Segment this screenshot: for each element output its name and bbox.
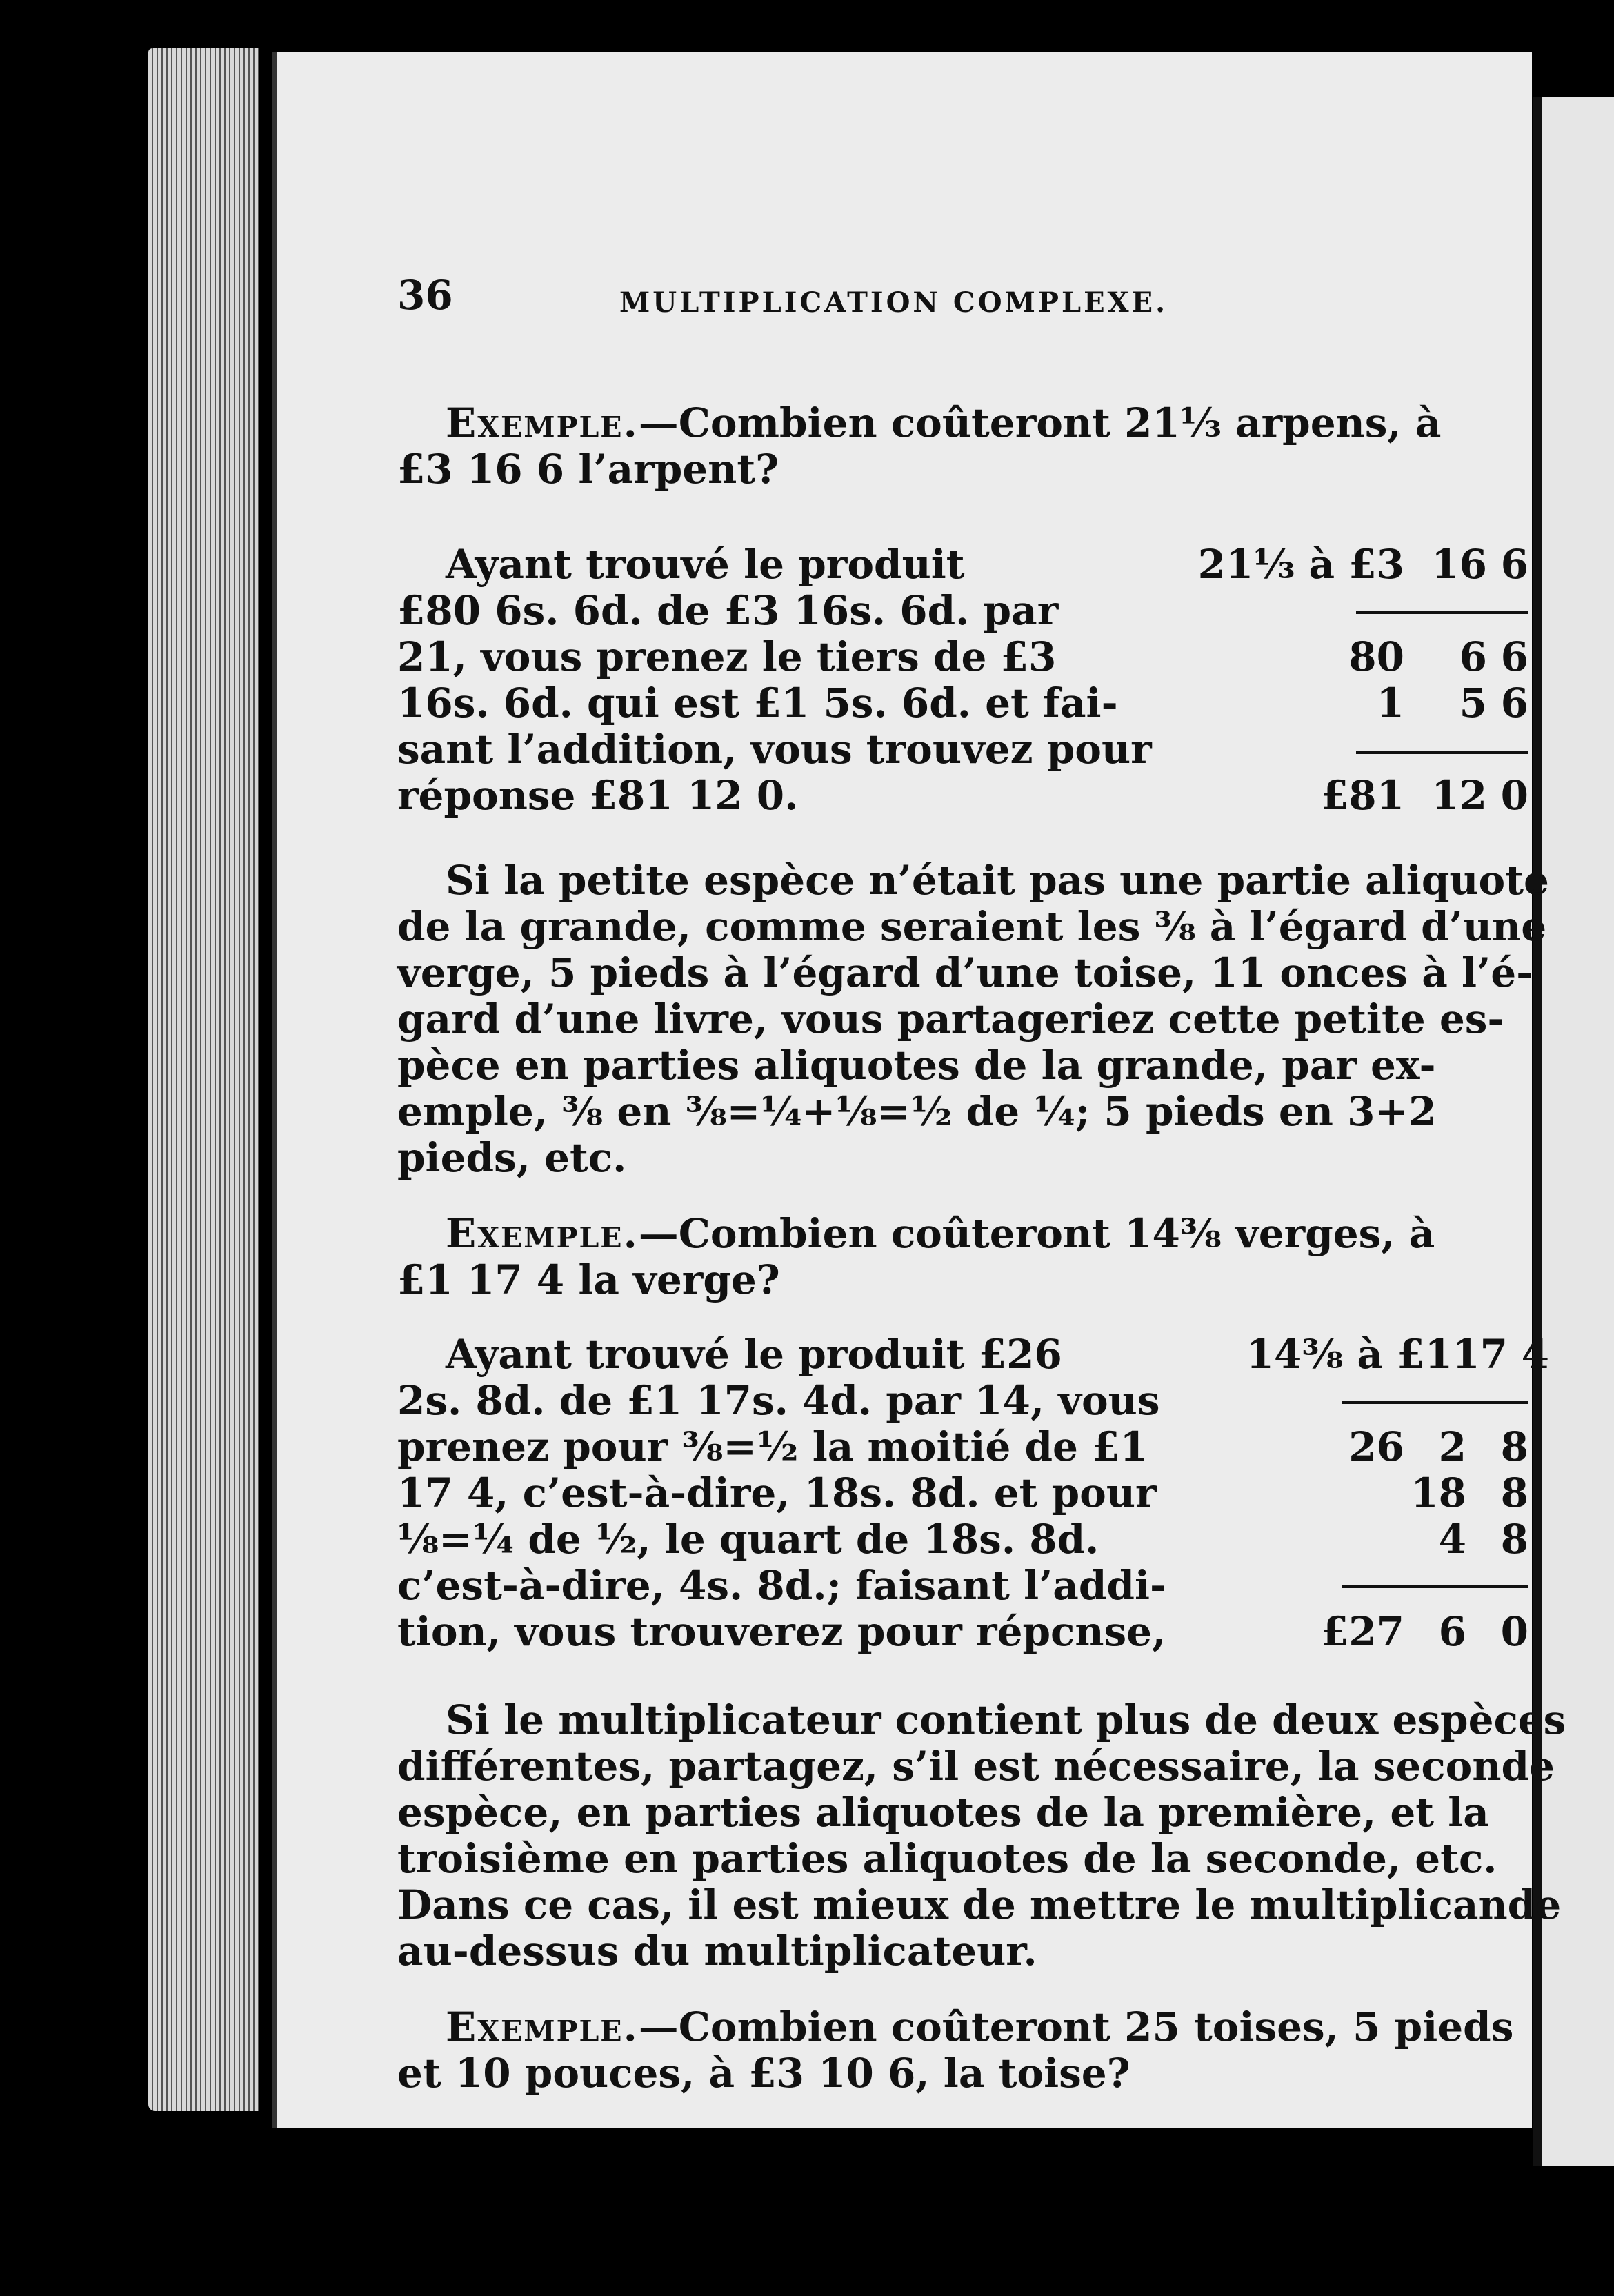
calc-cell: 17 — [1452, 1331, 1508, 1378]
paragraph-line: troisième en parties aliquotes de la seconde, etc. — [397, 1835, 1497, 1882]
example2-text-line: c’est-à-dire, 4s. 8d.; faisant l’addi- — [397, 1562, 1167, 1609]
calc-cell: 0 — [1500, 1608, 1528, 1655]
book-page-edges — [148, 48, 259, 2111]
example1-calculation — [1087, 542, 1528, 831]
example1-text-line: sant l’addition, vous trouvez pour — [397, 726, 1152, 773]
paragraph-aliquote — [397, 858, 1556, 1181]
calc-cell: £81 — [1320, 772, 1404, 819]
example1-question-line1: —Combien coûteront 21⅓ arpens, à — [638, 399, 1442, 446]
paragraph-line: de la grande, comme seraient les ⅜ à l’égard d’une — [397, 903, 1547, 950]
example2-text-line: ⅛=¼ de ½, le quart de 18s. 8d. — [397, 1516, 1099, 1563]
calc-cell: 12 — [1431, 772, 1487, 819]
paragraph-line: espèce, en parties aliquotes de la première, et la — [397, 1789, 1489, 1836]
example1-label: Exemple. — [446, 399, 639, 446]
calc-cell: 6 — [1500, 633, 1528, 680]
calc-cell: 14⅜ à £1 — [1246, 1331, 1453, 1378]
calc-cell: 6 — [1459, 633, 1487, 680]
example2-text — [397, 1331, 1167, 1655]
paragraph-multiplicateur — [397, 1696, 1566, 1975]
calc-cell: 18 — [1411, 1469, 1466, 1516]
page-header — [397, 273, 1363, 321]
example2-question-line2: £1 17 4 la verge? — [397, 1256, 780, 1303]
example1-text-line: 16s. 6d. qui est £1 5s. 6d. et fai- — [397, 680, 1118, 726]
paragraph-line: au-dessus du multiplicateur. — [397, 1928, 1037, 1975]
example1-text-line: réponse £81 12 0. — [397, 772, 799, 819]
calc-cell: 0 — [1500, 772, 1528, 819]
calc-row — [1087, 634, 1528, 680]
calc-cell: 6 — [1500, 541, 1528, 588]
example1-text-line: Ayant trouvé le produit — [446, 541, 965, 588]
example3-question-line1: —Combien coûteront 25 toises, 5 pieds — [638, 2003, 1514, 2050]
paragraph-line: pèce en parties aliquotes de la grande, par ex- — [397, 1042, 1436, 1089]
calc-cell: 2 — [1438, 1423, 1466, 1470]
example2-text-line: Ayant trouvé le produit £26 — [446, 1331, 1062, 1378]
calc-rule — [1356, 751, 1528, 754]
example2-text-line: 17 4, c’est-à-dire, 18s. 8d. et pour — [397, 1469, 1157, 1516]
example3-question-line2: et 10 pouces, à £3 10 6, la toise? — [397, 2050, 1130, 2097]
paragraph-line: Dans ce cas, il est mieux de mettre le multiplicande — [397, 1881, 1562, 1928]
calc-cell: 16 — [1431, 541, 1487, 588]
calc-cell: 80 — [1348, 633, 1404, 680]
calc-cell: 21⅓ à £3 — [1197, 541, 1404, 588]
example3-question — [397, 2003, 1604, 2097]
paragraph-line: verge, 5 pieds à l’égard d’une toise, 11 onces à l’é- — [397, 949, 1533, 996]
paragraph-line: gard d’une livre, vous partageriez cette petite es- — [397, 996, 1504, 1042]
calc-rule — [1342, 1585, 1528, 1588]
calc-cell: £27 — [1320, 1608, 1404, 1655]
calc-cell: 8 — [1500, 1469, 1528, 1516]
calc-row — [1087, 1424, 1528, 1470]
calc-rule — [1356, 611, 1528, 614]
paragraph-line: Si la petite espèce n’était pas une partie aliquote — [446, 857, 1549, 904]
example1-question — [397, 399, 1604, 493]
calc-head-row — [1087, 542, 1528, 588]
calc-total-row — [1087, 1609, 1528, 1655]
calc-cell: 8 — [1500, 1423, 1528, 1470]
calc-row — [1087, 1470, 1528, 1516]
paragraph-line: différentes, partagez, s’il est nécessaire, la seconde — [397, 1743, 1555, 1790]
calc-cell: 4 — [1521, 1331, 1549, 1378]
calc-cell: 4 — [1438, 1516, 1466, 1563]
calc-cell: 6 — [1438, 1608, 1466, 1655]
example2-text-line: prenez pour ⅜=½ la moitié de £1 — [397, 1423, 1148, 1470]
example2-text-line: 2s. 8d. de £1 17s. 4d. par 14, vous — [397, 1377, 1160, 1424]
example2-text-line: tion, vous trouverez pour répcnse, — [397, 1608, 1166, 1655]
example1-text — [397, 541, 1152, 819]
calc-cell: 8 — [1500, 1516, 1528, 1563]
calc-row — [1087, 1516, 1528, 1563]
calc-cell: 1 — [1376, 680, 1404, 726]
calc-head-row — [1087, 1331, 1549, 1378]
example2-label: Exemple. — [446, 1210, 639, 1257]
example3-label: Exemple. — [446, 2003, 639, 2050]
calc-total-row — [1087, 773, 1528, 819]
example2-question-line1: —Combien coûteront 14⅜ verges, à — [638, 1210, 1435, 1257]
calc-cell: 6 — [1500, 680, 1528, 726]
example1-question-line2: £3 16 6 l’arpent? — [397, 446, 779, 493]
paragraph-line: pieds, etc. — [397, 1134, 627, 1181]
running-title: MULTIPLICATION COMPLEXE. — [619, 286, 1168, 319]
example1-text-line: £80 6s. 6d. de £3 16s. 6d. par — [397, 587, 1059, 634]
calc-cell: 26 — [1348, 1423, 1404, 1470]
example1-text-line: 21, vous prenez le tiers de £3 — [397, 633, 1057, 680]
calc-rule — [1342, 1401, 1528, 1404]
calc-cell: 5 — [1459, 680, 1487, 726]
book-page — [272, 52, 1566, 2128]
paragraph-line: emple, ⅜ en ⅜=¼+⅛=½ de ¼; 5 pieds en 3+2 — [397, 1088, 1437, 1135]
example2-calculation — [1087, 1331, 1549, 1663]
example2-question — [397, 1210, 1604, 1303]
page-number: 36 — [397, 272, 453, 319]
calc-row — [1087, 680, 1528, 726]
paragraph-line: Si le multiplicateur contient plus de deux espèces — [446, 1696, 1566, 1743]
